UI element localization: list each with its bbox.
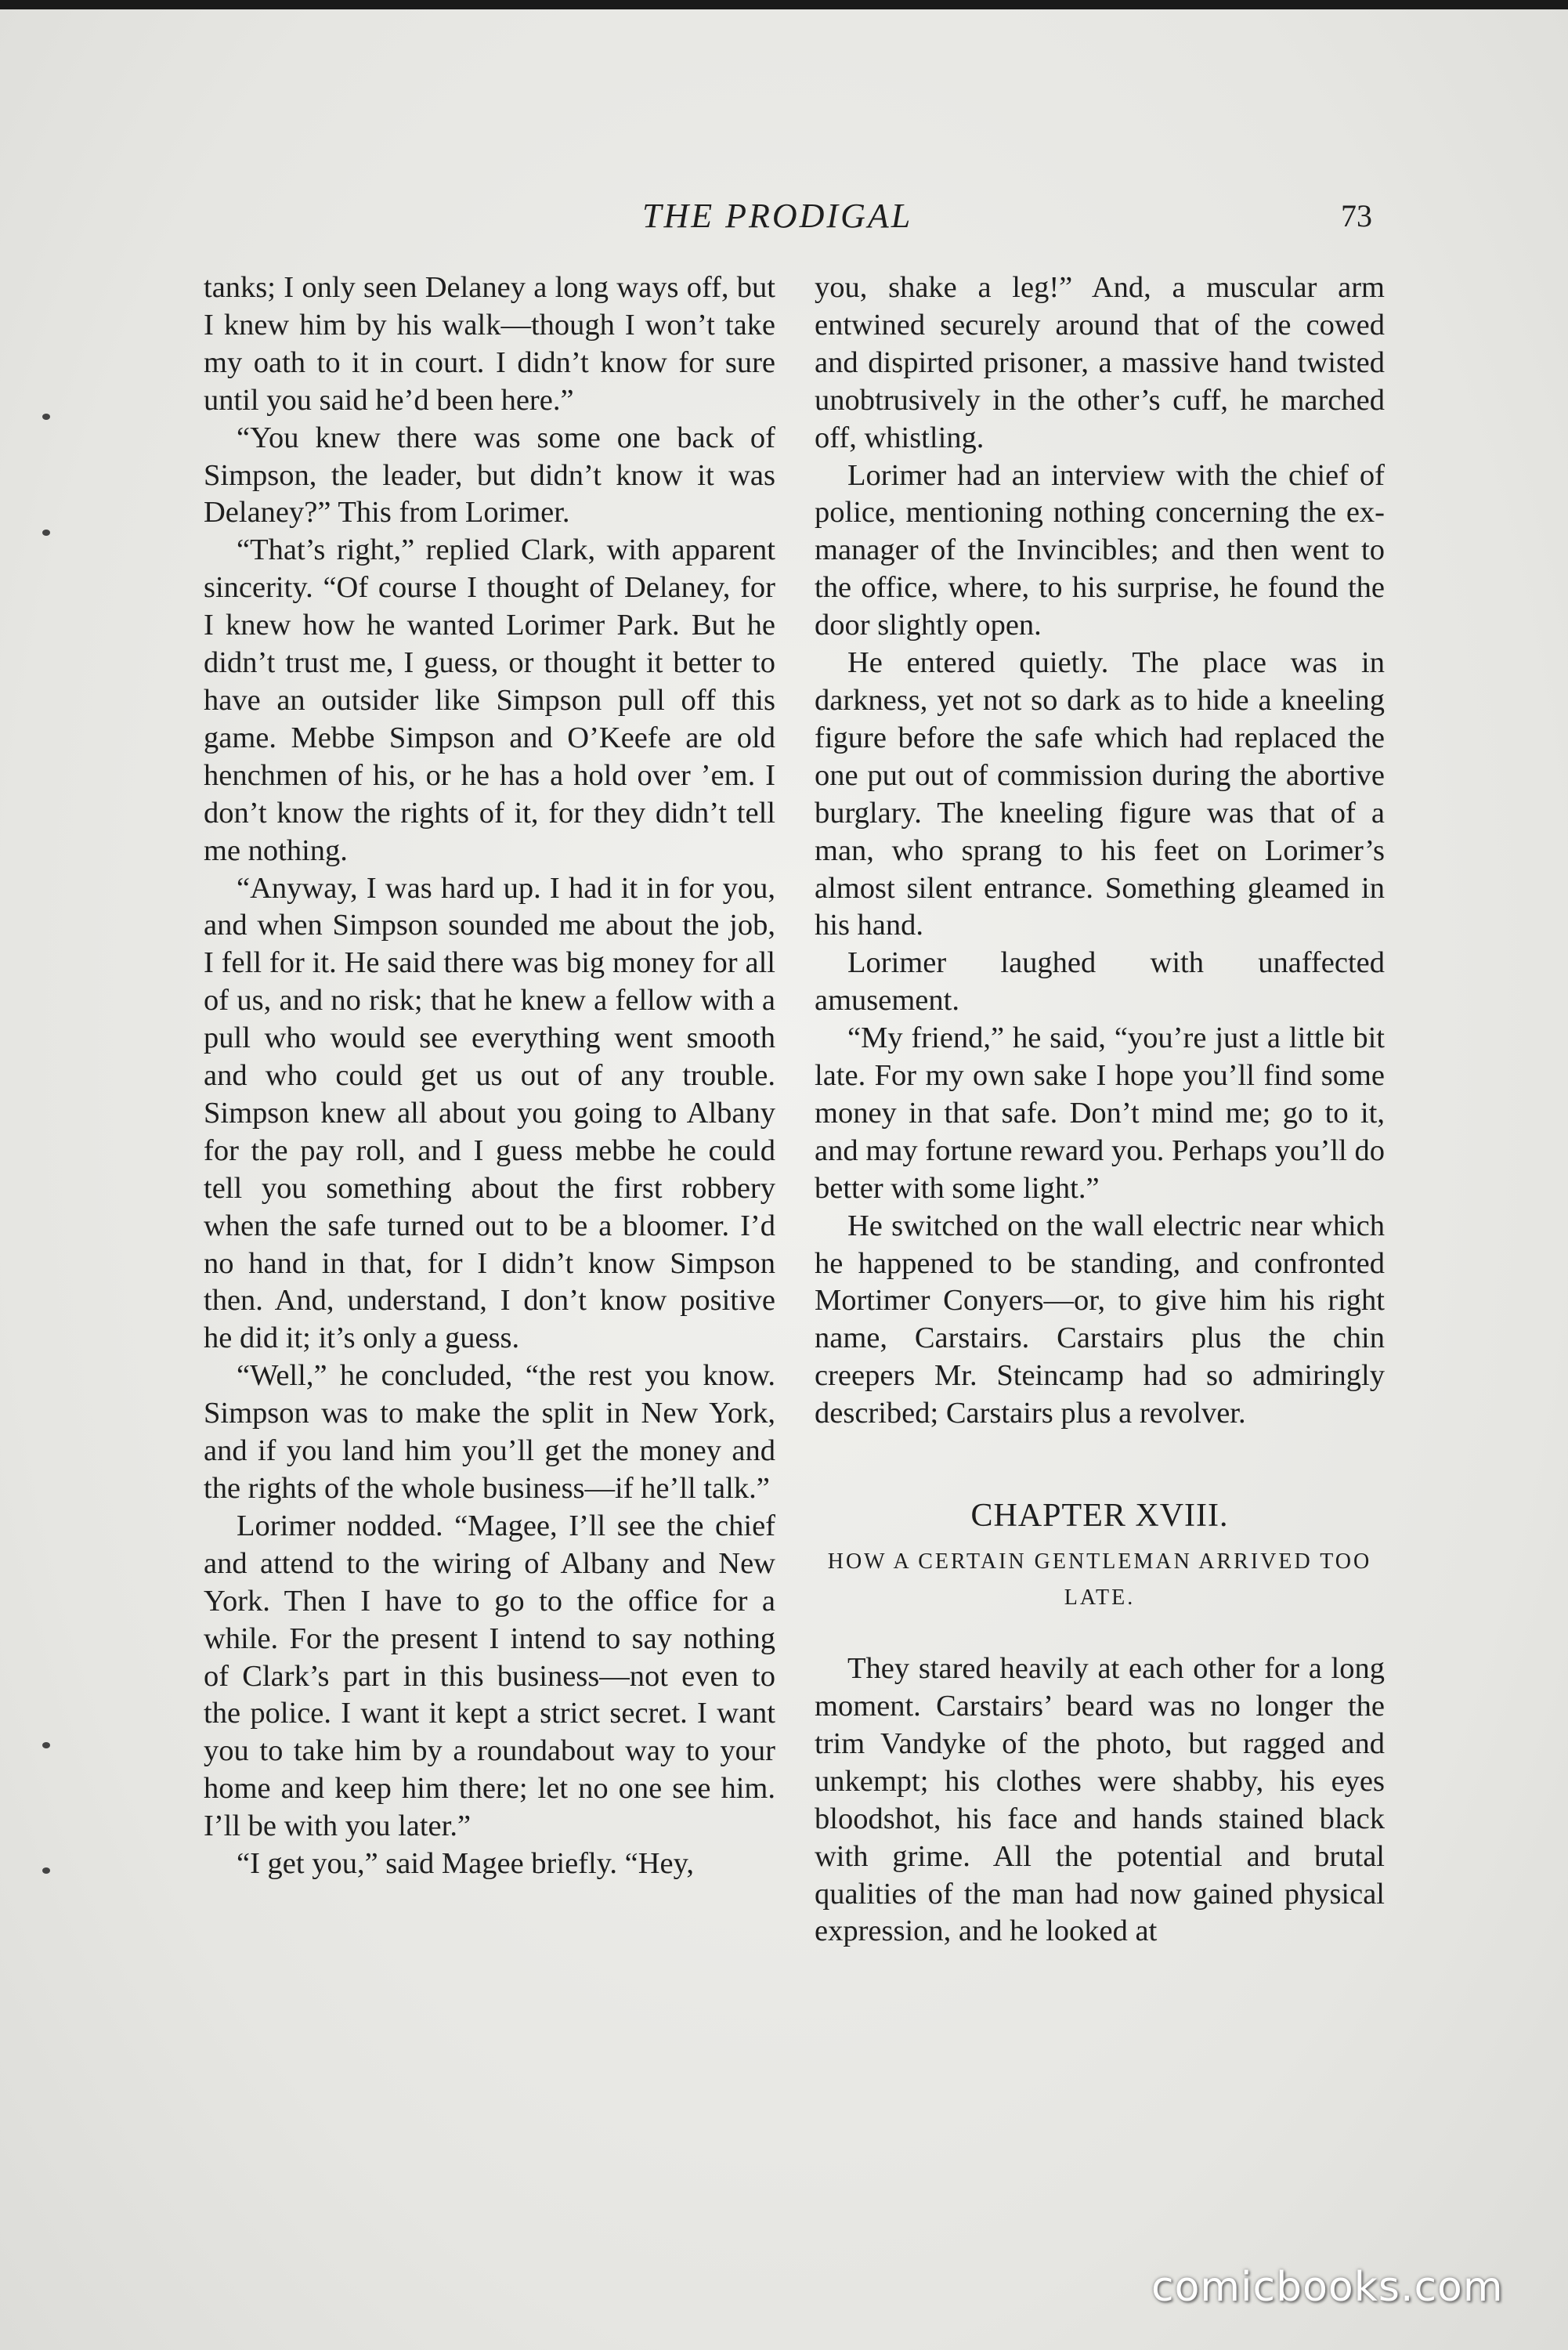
paragraph: “Well,” he concluded, “the rest you know. Simpson was to make the split in New York, and if you land him you’ll get the money and the rights of the whole business—if he’ll talk.” [204,1359,775,1505]
margin-speck [42,1867,50,1874]
paragraph: “Anyway, I was hard up. I had it in for you, and when Simpson sounded me about the job, I fell for it. He said there was big money for all of us, and no risk; that he knew a fellow with a pull who would see everything went smooth and who could get us out of any trouble. Simpson knew all about you going to Albany for the pay roll, and I guess mebbe he could tell you something about the first robbery when the safe turned out to be a bloomer. I’d no hand in that, for I didn’t know Simpson then. And, understand, I don’t know positive he did it; it’s only a guess. [204,871,775,1355]
paragraph: Lorimer had an interview with the chief of police, mentioning nothing concerning the ex-manager of the Invincibles; and then went to the office, where, to his surprise, he found the door slightly open. [815,458,1385,642]
margin-speck [42,414,50,420]
right-text-column [815,269,1385,1950]
paragraph: “I get you,” said Magee briefly. “Hey, [237,1847,695,1881]
top-edge-rule [0,0,1568,9]
paragraph: “You knew there was some one back of Simpson, the leader, but didn’t know it was Delaney?” This from Lorimer. [204,421,775,530]
paragraph: Lorimer laughed with unaffected amusement. [815,946,1385,1018]
left-text-column [204,269,775,1883]
running-title: THE PRODIGAL [642,197,913,235]
chapter-subtitle: HOW A CERTAIN GENTLEMAN ARRIVED TOO LATE. [827,1549,1372,1611]
paragraph: “My friend,” he said, “you’re just a little bit late. For my own sake I hope you’ll find some money in that safe. Don’t mind me; go to it, and may fortune reward you. Perhaps you’ll do better with some light.” [815,1021,1385,1205]
chapter-heading: CHAPTER XVIII. [970,1498,1229,1535]
paragraph: He entered quietly. The place was in darkness, yet not so dark as to hide a kneeling figure before the safe which had replaced the one put out of commission during the abortive burglary. The kneeling figure was that of a man, who sprang to his feet on Lorimer’s almost silent entrance. Something gleamed in his hand. [815,646,1385,942]
paragraph: tanks; I only seen Delaney a long ways off, but I knew him by his walk—though I won’t take my oath to it in court. I didn’t know for sure until you said he’d been here.” [204,271,775,417]
paragraph: He switched on the wall electric near which he happened to be standing, and confronted Mortimer Conyers—or, to give him his right name, Carstairs. Carstairs plus the chin creepers Mr. Steincamp had so admiringly described; Carstairs plus a revolver. [815,1209,1385,1430]
page-number: 73 [1341,198,1372,233]
right-column-text-before-chapter [815,269,1385,1433]
paragraph: They stared heavily at each other for a long moment. Carstairs’ beard was no longer the trim Vandyke of the photo, but ragged and unkempt; his clothes were shabby, his eyes bloodshot, his face and hands stained black with grime. All the potential and brutal qualities of the man had now gained physical expression, and he looked at [815,1652,1385,1948]
paragraph: Lorimer nodded. “Magee, I’ll see the chief and attend to the wiring of Albany and New York. Then I have to go to the office for a while. For the present I intend to say nothing of Clark’s part in this business—not even to the police. I want it kept a strict secret. I want you to take him by a roundabout way to your home and keep him there; let no one see him. I’ll be with you later.” [204,1509,775,1843]
paragraph: “That’s right,” replied Clark, with apparent sincerity. “Of course I thought of Delaney, for I knew how he wanted Lorimer Park. But he didn’t trust me, I guess, or thought it better to have an outsider like Simpson pull off this game. Mebbe Simpson and O’Keefe are old henchmen of his, or he has a hold over ’em. I don’t know the rights of it, for they didn’t tell me nothing. [204,533,775,867]
margin-speck [42,530,50,536]
site-watermark: comicbooks.com [1151,2264,1504,2311]
running-head [0,196,1568,243]
right-column-text-after-chapter [815,1650,1385,1950]
paragraph: you, shake a leg!” And, a muscular arm entwined securely around that of the cowed and dispirted prisoner, a massive hand twisted unobtrusively in the other’s cuff, he marched off, whistling. [815,271,1385,454]
margin-speck [42,1742,50,1748]
